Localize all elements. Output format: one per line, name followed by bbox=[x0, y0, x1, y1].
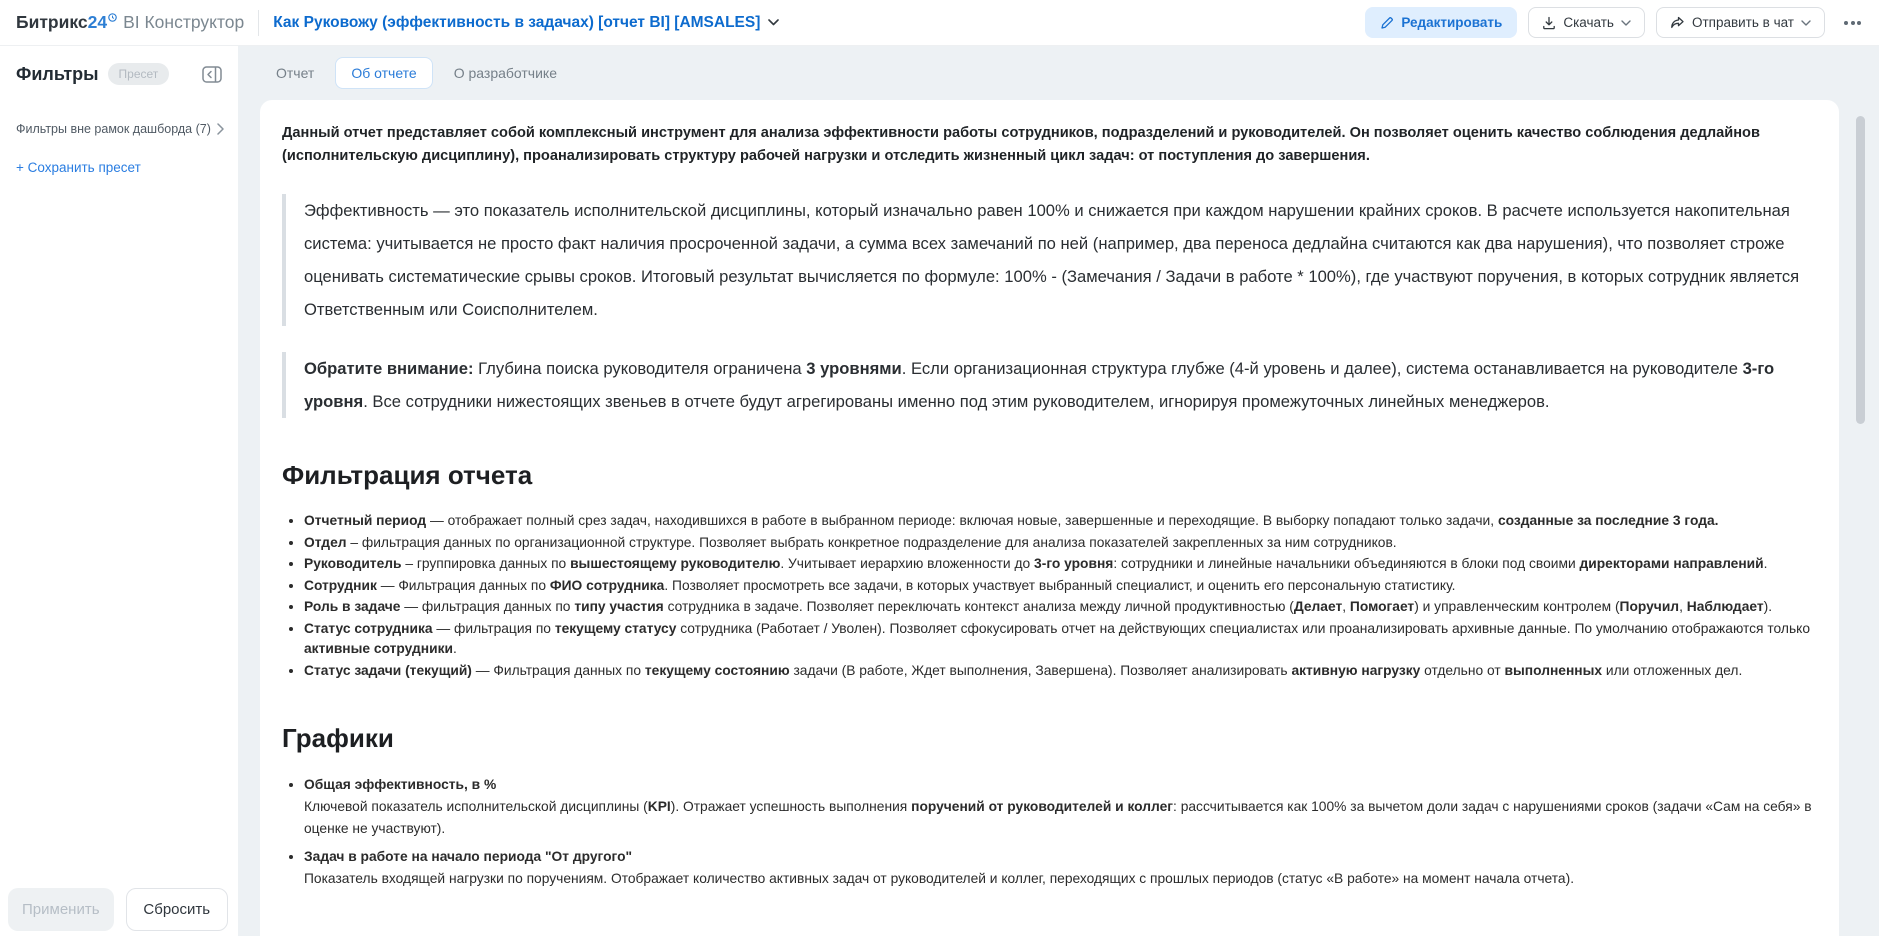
sidebar-footer bbox=[8, 888, 228, 931]
outer-filters-label: Фильтры вне рамок дашборда (7) bbox=[16, 122, 211, 136]
download-button-label: Скачать bbox=[1563, 15, 1614, 30]
logo-number: 24 bbox=[87, 12, 108, 32]
list-item: • Общая эффективность, в % Ключевой показатель исполнительской дисциплины (KPI). Отражает успешность выполнения поручений от руководителей и коллег: рассчитывается как 100% за вычетом доли задач с нарушениями сроков (задачи «Сам на себя» в оценке не участвуют). bbox=[304, 774, 1813, 840]
list-item: • Статус сотрудника — фильтрация по текущему статусу сотрудника (Работает / Уволен). Позволяет сфокусировать отчет на действующих специалистах или проанализировать архивные данные. По умолчанию отображаются только активные сотрудники. bbox=[304, 619, 1813, 660]
vertical-scrollbar[interactable] bbox=[1856, 116, 1865, 424]
pencil-icon bbox=[1380, 16, 1394, 30]
list-item: • Отдел – фильтрация данных по организационной структуре. Позволяет выбрать конкретное подразделение для анализа показателей закрепленных за ним сотрудников. bbox=[304, 533, 1813, 554]
header-actions bbox=[1365, 7, 1863, 38]
list-item: • Руководитель – группировка данных по вышестоящему руководителю. Учитывает иерархию вложенности до 3-го уровня: сотрудники и линейные начальники объединяются в блоки под своими директорами направлений. bbox=[304, 554, 1813, 575]
send-to-chat-label: Отправить в чат bbox=[1691, 15, 1794, 30]
section-title-charts: Графики bbox=[282, 723, 394, 753]
clock-icon bbox=[108, 13, 117, 22]
header bbox=[0, 0, 1879, 46]
sidebar-title: Фильтры bbox=[16, 63, 99, 84]
list-item: • Сотрудник — Фильтрация данных по ФИО сотрудника. Позволяет просмотреть все задачи, в которых участвует выбранный специалист, и оценить его персональную статистику. bbox=[304, 576, 1813, 597]
download-button[interactable] bbox=[1528, 7, 1645, 38]
report-title-text: Как Руковожу (эффективность в задачах) [отчет BI] [AMSALES] bbox=[273, 13, 761, 31]
logo-brand: Битрикс bbox=[16, 12, 88, 32]
apply-button[interactable]: Применить bbox=[8, 888, 114, 931]
chevron-down-icon bbox=[1801, 20, 1811, 26]
more-menu-icon[interactable] bbox=[1842, 15, 1863, 31]
download-icon bbox=[1542, 16, 1556, 30]
effectiveness-quote: Эффективность — это показатель исполнительской дисциплины, который изначально равен 100% и снижается при каждом нарушении крайних сроков. В расчете используется накопительная система: учитывается не просто факт наличия просроченной задачи, а сумма всех замечаний по ней (например, два переноса дедлайна считаются как два нарушения), что позволяет строже оценивать систематические срывы сроков. Итоговый результат вычисляется по формуле: 100% - (Замечания / Задачи в работе * 100%), где участвуют поручения, в которых сотрудник является Ответственным или Соисполнителем. bbox=[282, 194, 1813, 326]
list-item: • Задач в работе на начало периода "От другого" Показатель входящей нагрузки по поручениям. Отображает количество активных задач от руководителей и коллег, переходящих с прошлых периодов (статус «В работе» на момент начала отчета). bbox=[304, 846, 1813, 890]
share-icon bbox=[1670, 16, 1685, 30]
tabs-bar bbox=[250, 57, 1879, 89]
charts-list bbox=[282, 774, 1813, 890]
list-item: • Статус задачи (текущий) — Фильтрация данных по текущему состоянию задачи (В работе, Ждет выполнения, Завершена). Позволяет анализировать активную нагрузку отдельно от выполненных или отложенных дел. bbox=[304, 661, 1813, 682]
outer-filters-row[interactable] bbox=[16, 122, 224, 136]
send-to-chat-button[interactable] bbox=[1656, 7, 1825, 38]
edit-button[interactable] bbox=[1365, 7, 1517, 38]
save-preset-link[interactable]: + Сохранить пресет bbox=[16, 160, 141, 175]
header-divider bbox=[258, 10, 259, 36]
edit-button-label: Редактировать bbox=[1401, 15, 1503, 30]
collapse-panel-icon[interactable] bbox=[200, 64, 224, 85]
chevron-down-icon bbox=[768, 19, 779, 26]
attention-quote: Обратите внимание: Глубина поиска руководителя ограничена 3 уровнями. Если организационная структура глубже (4-й уровень и далее), система останавливается на руководителе 3-го уровня. Все сотрудники нижестоящих звеньев в отчете будут агрегированы именно под этим руководителем, игнорируя промежуточных линейных менеджеров. bbox=[282, 352, 1813, 418]
intro-paragraph: Данный отчет представляет собой комплексный инструмент для анализа эффективности работы сотрудников, подразделений и руководителей. Он позволяет оценить качество соблюдения дедлайнов (исполнительскую дисциплину), проанализировать структуру рабочей нагрузки и отследить жизненный цикл задач: от поступления до завершения. bbox=[282, 125, 1760, 164]
tab-about-report[interactable]: Об отчете bbox=[335, 57, 432, 89]
reset-button[interactable]: Сбросить bbox=[126, 888, 228, 931]
chevron-down-icon bbox=[1621, 20, 1631, 26]
list-item: • Роль в задаче — фильтрация данных по типу участия сотрудника в задаче. Позволяет переключать контекст анализа между личной продуктивностью (Делает, Помогает) и управленческим контролем (Поручил, Наблюдает). bbox=[304, 597, 1813, 618]
bitrix24-logo[interactable] bbox=[16, 12, 244, 33]
tab-about-developer[interactable]: О разработчике bbox=[453, 65, 557, 81]
section-title-filtering: Фильтрация отчета bbox=[282, 460, 533, 490]
report-title-dropdown[interactable] bbox=[273, 14, 779, 32]
main-area bbox=[238, 46, 1879, 936]
filter-list bbox=[282, 511, 1813, 681]
tab-report[interactable]: Отчет bbox=[276, 65, 315, 81]
logo-suffix: BI Конструктор bbox=[123, 12, 245, 32]
filters-sidebar bbox=[0, 46, 238, 936]
sidebar-header bbox=[16, 63, 224, 85]
chevron-right-icon bbox=[217, 123, 224, 135]
about-report-card bbox=[260, 100, 1839, 936]
list-item: • Отчетный период — отображает полный срез задач, находившихся в работе в выбранном периоде: включая новые, завершенные и переходящие. В выборку попадают только задачи, созданные за последние 3 года. bbox=[304, 511, 1813, 532]
preset-badge: Пресет bbox=[108, 63, 170, 85]
